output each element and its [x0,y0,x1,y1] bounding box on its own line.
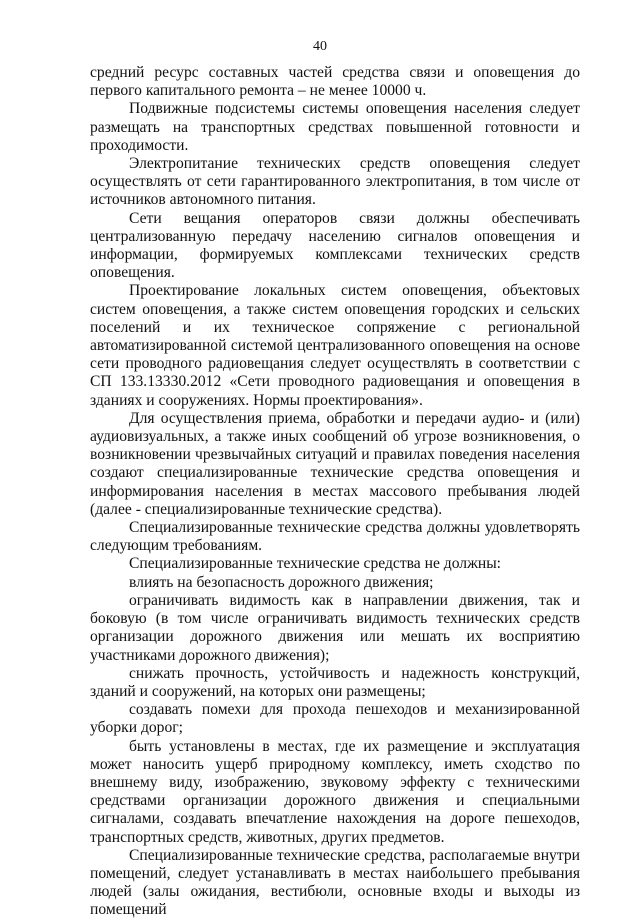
paragraph-resource-continuation: средний ресурс составных частей средства связи и оповещения до первого капитального ремонта – не менее 10000 ч. [90,64,580,100]
list-item-road-safety: влиять на безопасность дорожного движения; [129,573,434,591]
paragraph-indoor-installation: Специализированные технические средства, располагаемые внутри помещений, следует устанавливать в местах наибольшего пребывания людей (залы ожидания, вестибюли, основные входы и выходы из помещений [90,846,580,919]
document-body [90,64,580,920]
list-item-visibility: ограничивать видимость как в направлении движения, так и боковую (в том числе ограничивать видимость технических средств организации дорожного движения или мешать их восприятию участниками дорожного движения); [90,591,580,664]
paragraph-must-not: Специализированные технические средства не должны: [129,555,502,573]
list-item-installation-places: быть установлены в местах, где их размещение и эксплуатация может наносить ущерб природному комплексу, иметь сходство по внешнему виду, изображению, звуковому эффекту с техническими средствами организации дорожного движения и специальными сигналами, создавать впечатление нахождения на дороге пешеходов, транспортных средств, животных, других предметов. [90,737,580,846]
paragraph-local-systems-design: Проектирование локальных систем оповещения, объектовых систем оповещения, а также систем оповещения городских и сельских поселений и их техническое сопряжение с региональной автоматизированной системой централизованного оповещения на основе сети проводного радиовещания следует осуществлять в соответствии с СП 133.13330.2012 «Сети проводного радиовещания и оповещения в зданиях и сооружениях. Нормы проектирования». [90,282,580,409]
paragraph-mobile-subsystems: Подвижные подсистемы системы оповещения населения следует размещать на транспортных средствах повышенной готовности и проходимости. [90,100,580,154]
paragraph-broadcast-networks: Сети вещания операторов связи должны обеспечивать централизованную передачу населению сигналов оповещения и информации, формируемых комплексами технических средств оповещения. [90,209,580,282]
page-number: 40 [313,39,327,54]
paragraph-specialized-means-purpose: Для осуществления приема, обработки и передачи аудио- и (или) аудиовизуальных, а также иных сообщений об угрозе возникновения, о возникновении чрезвычайных ситуаций и правилах поведения населения создают специализированные технические средства оповещения и информирования населения в местах массового пребывания людей (далее - специализированные технические средства). [90,409,580,518]
paragraph-requirements-intro: Специализированные технические средства должны удовлетворять следующим требованиям. [90,519,580,555]
list-item-structural-strength: снижать прочность, устойчивость и надежность конструкций, зданий и сооружений, на которых они размещены; [90,664,580,700]
list-item-pedestrian-obstruction: создавать помехи для прохода пешеходов и механизированной уборки дорог; [90,701,580,737]
paragraph-power-supply: Электропитание технических средств оповещения следует осуществлять от сети гарантированного электропитания, в том числе от источников автономного питания. [90,155,580,209]
